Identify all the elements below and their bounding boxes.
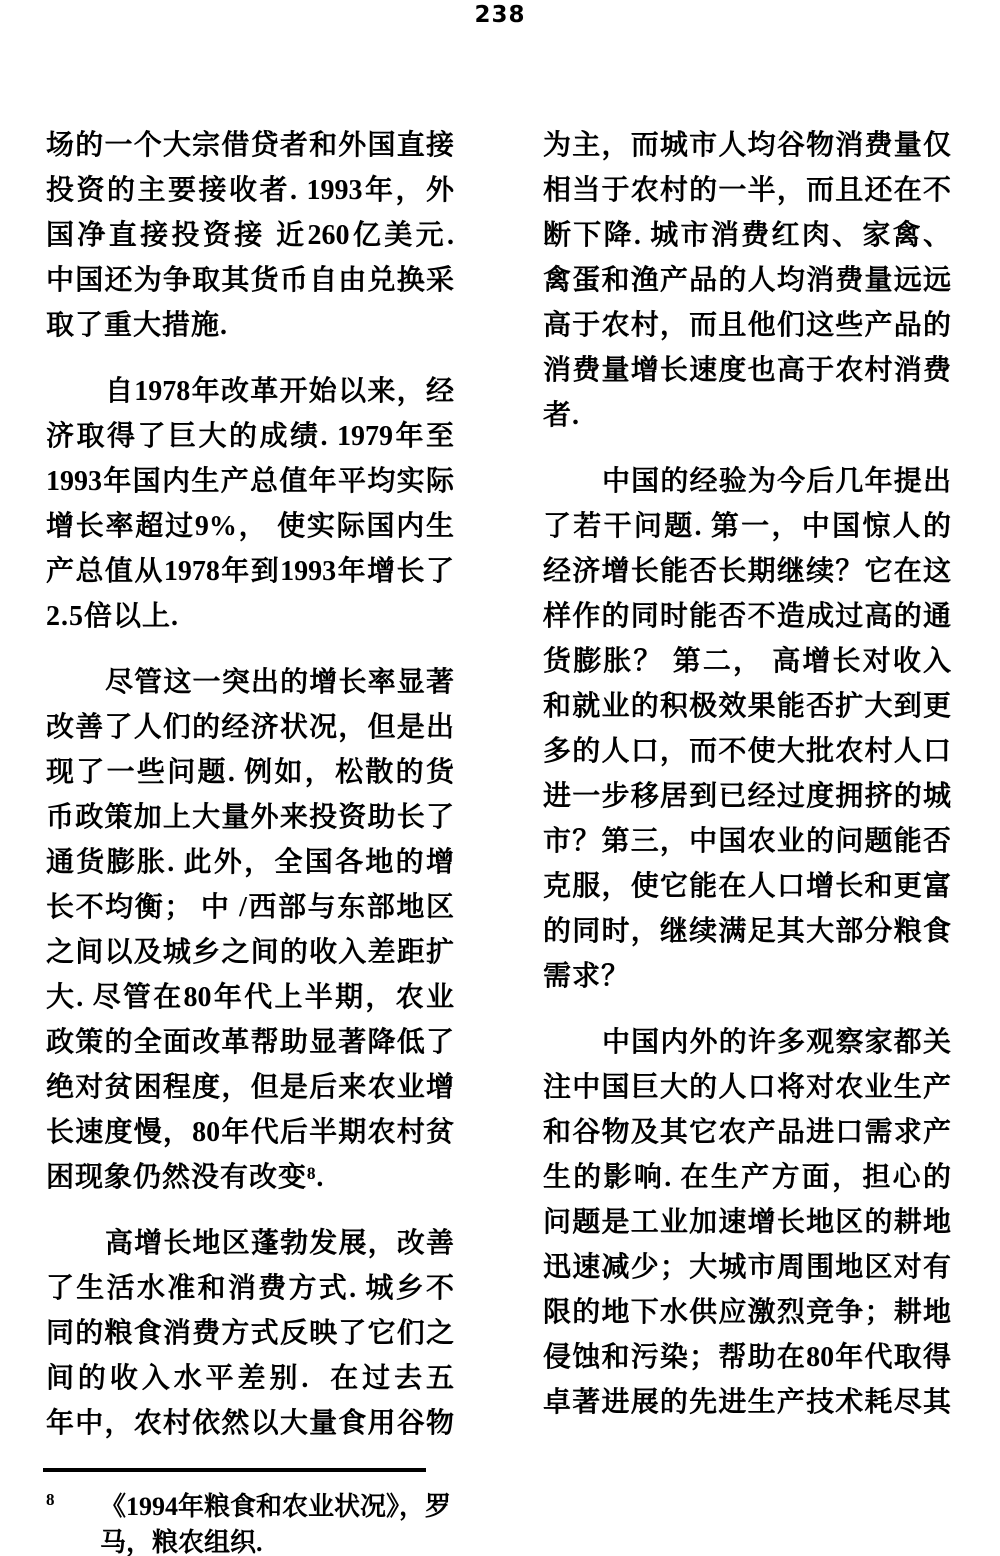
- footnote-line: 马，粮农组织.: [100, 1528, 263, 1556]
- text-line: 为主，而城市人均谷物消费量仅: [543, 130, 951, 161]
- text-line: 卓著进展的先进生产技术耗尽其: [543, 1387, 951, 1418]
- text-line: 断下降. 城市消费红肉、家禽、: [543, 220, 951, 251]
- page-number: 238: [474, 2, 526, 28]
- text-line: 样作的同时能否不造成过高的通: [543, 601, 951, 632]
- text-line: 克服，使它能在人口增长和更富: [543, 871, 951, 902]
- text-line: 相当于农村的一半，而且还在不: [543, 175, 951, 206]
- text-line: 自1978年改革开始以来，经: [105, 376, 454, 407]
- text-line: 了生活水准和消费方式. 城乡不: [46, 1273, 454, 1304]
- text-line: 注中国巨大的人口将对农业生产: [543, 1072, 951, 1103]
- text-line: 经济增长能否长期继续？它在这: [543, 556, 951, 587]
- text-line: 高增长地区蓬勃发展，改善: [105, 1228, 454, 1259]
- text-line: 同的粮食消费方式反映了它们之: [46, 1318, 454, 1349]
- text-line: 尽管这一突出的增长率显著: [105, 667, 454, 698]
- right-column: [543, 123, 951, 1425]
- text-line: 1993年国内生产总值年平均实际: [46, 466, 454, 497]
- text-line: 币政策加上大量外来投资助长了: [46, 802, 454, 833]
- text-line: 侵蚀和污染；帮助在80年代取得: [543, 1342, 951, 1373]
- paragraph: [543, 459, 951, 999]
- paragraph: [543, 123, 951, 438]
- text-line: 需求？: [543, 961, 631, 992]
- text-line: 长不均衡； 中 /西部与东部地区: [46, 892, 454, 923]
- text-line: 投资的主要接收者. 1993年，外: [46, 175, 454, 206]
- text-line: 取了重大措施.: [46, 310, 229, 341]
- text-line: 多的人口，而不使大批农村人口: [543, 736, 951, 767]
- text-line: 2.5倍以上.: [46, 601, 180, 632]
- text-line: 长速度慢，80年代后半期农村贫: [46, 1117, 454, 1148]
- text-line: 生的影响. 在生产方面，担心的: [543, 1162, 951, 1193]
- text-line: 和就业的积极效果能否扩大到更: [543, 691, 951, 722]
- text-line: 困现象仍然没有改变⁸.: [46, 1162, 325, 1193]
- text-line: 和谷物及其它农产品进口需求产: [543, 1117, 951, 1148]
- text-line: 之间以及城乡之间的收入差距扩: [46, 937, 454, 968]
- text-line: 进一步移居到已经过度拥挤的城: [543, 781, 951, 812]
- footnote-separator: [43, 1468, 426, 1472]
- text-line: 国净直接投资接 近260亿美元.: [46, 220, 454, 251]
- paragraph: [46, 660, 454, 1200]
- text-line: 绝对贫困程度，但是后来农业增: [46, 1072, 454, 1103]
- text-line: 通货膨胀. 此外，全国各地的增: [46, 847, 454, 878]
- text-line: 迅速减少；大城市周围地区对有: [543, 1252, 951, 1283]
- paragraph: [46, 1221, 454, 1446]
- text-line: 的同时，继续满足其大部分粮食: [543, 916, 951, 947]
- left-column: [46, 123, 454, 1446]
- text-line: 场的一个大宗借贷者和外国直接: [46, 130, 454, 161]
- text-line: 了若干问题. 第一，中国惊人的: [543, 511, 951, 542]
- text-line: 问题是工业加速增长地区的耕地: [543, 1207, 951, 1238]
- text-line: 禽蛋和渔产品的人均消费量远远: [543, 265, 951, 296]
- text-line: 高于农村，而且他们这些产品的: [543, 310, 951, 341]
- text-line: 改善了人们的经济状况，但是出: [46, 712, 454, 743]
- text-line: 中国内外的许多观察家都关: [602, 1027, 951, 1058]
- text-line: 间的收入水平差别. 在过去五: [46, 1363, 454, 1394]
- text-line: 年中，农村依然以大量食用谷物: [46, 1408, 454, 1439]
- footnote-marker: 8: [46, 1490, 55, 1509]
- paragraph: [543, 1020, 951, 1425]
- text-line: 大. 尽管在80年代上半期，农业: [46, 982, 454, 1013]
- text-line: 中国还为争取其货币自由兑换采: [46, 265, 454, 296]
- text-line: 货膨胀？ 第二， 高增长对收入: [543, 646, 951, 677]
- text-line: 增长率超过9%， 使实际国内生: [46, 511, 454, 542]
- text-line: 济取得了巨大的成绩. 1979年至: [46, 421, 454, 452]
- paragraph: [46, 369, 454, 639]
- text-line: 政策的全面改革帮助显著降低了: [46, 1027, 454, 1058]
- paragraph: [46, 123, 454, 348]
- footnote-line: 《1994年粮食和农业状况》，罗: [100, 1492, 452, 1521]
- text-line: 产总值从1978年到1993年增长了: [46, 556, 454, 587]
- text-line: 中国的经验为今后几年提出: [602, 466, 951, 497]
- text-line: 现了一些问题. 例如，松散的货: [46, 757, 454, 788]
- text-line: 市？第三，中国农业的问题能否: [543, 826, 951, 857]
- footnote: [100, 1489, 460, 1556]
- text-line: 者.: [543, 400, 581, 431]
- text-line: 消费量增长速度也高于农村消费: [543, 355, 951, 386]
- text-line: 限的地下水供应激烈竞争；耕地: [543, 1297, 951, 1328]
